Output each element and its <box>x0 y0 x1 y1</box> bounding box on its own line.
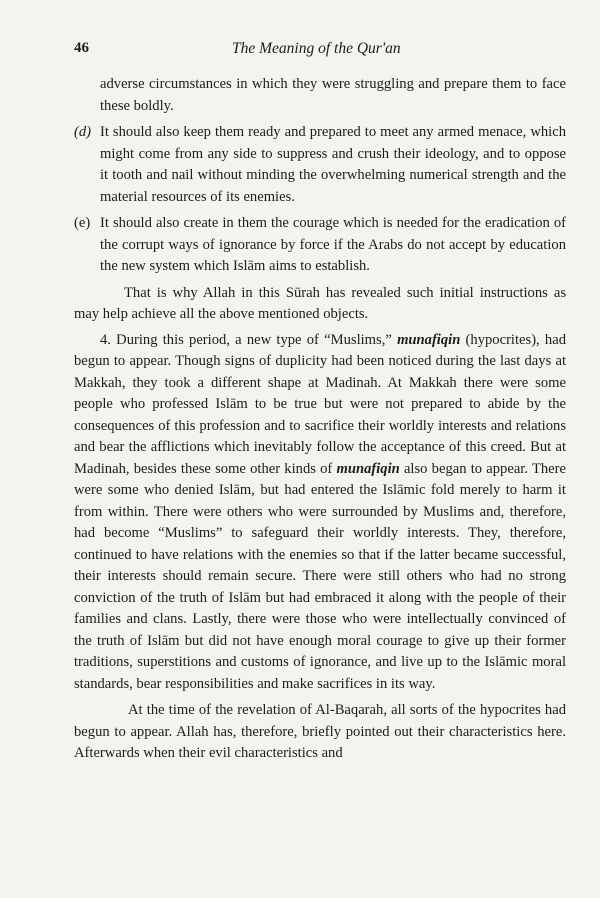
paragraph-4-text-3: also began to appear. There were some who denied Islām, but had entered the Islāmic fold merely to harm it from within. There were others who were surrounded by Muslims and, therefore, had become “Muslims” to safeguard their worldly interests. They, therefore, continued to have relations with the enemies so that if the latter became successful, their interests should remain secure. There were still others who had no strong conviction of the truth of Islām but had embraced it along with the people of their families and clans. Lastly, there were those who were intellectually convinced of the truth of Islām but did not have enough moral courage to give up their former traditions, superstitions and customs of ignorance, and live up to the Islāmic moral standards, bear responsibilities and make sacrifices in its way. <box>74 460 566 692</box>
term-munafiqin: munafiqin <box>336 460 400 477</box>
list-item-label: (e) <box>74 215 91 231</box>
list-item-text: It should also keep them ready and prepared to meet any armed menace, which might come from any side to suppress and crush their ideology, and to oppose it tooth and nail without minding the overwhelming numerical strength and the material resources of its enemies. <box>100 124 566 205</box>
list-item-text: It should also create in them the courage which is needed for the eradication of the corrupt ways of ignorance by force if the Arabs do not accept by education the new system which Islām aims to establish. <box>100 215 566 274</box>
paragraph-that-is-why: That is why Allah in this Sūrah has revealed such initial instructions as may help achieve all the above mentioned objects. <box>74 284 566 322</box>
list-item-label: (d) <box>74 124 92 140</box>
paragraph-al-baqarah: At the time of the revelation of Al-Baqarah, all sorts of the hypocrites had begun to appear. Allah has, therefore, briefly pointed out their characteristics here. Afterwards when their evil characteristics and <box>74 702 566 761</box>
list-item-d <box>74 122 566 208</box>
body-text <box>74 74 566 765</box>
running-title: The Meaning of the Qur'an <box>232 40 401 57</box>
continuation-paragraph: adverse circumstances in which they were struggling and prepare them to face these boldly. <box>100 76 566 114</box>
paragraph-4-text-1: 4. During this period, a new type of “Muslims,” <box>100 331 398 348</box>
page-header <box>74 40 566 66</box>
paragraph-4 <box>74 330 566 696</box>
paragraph-4-text-2: (hypocrites), had begun to appear. Though signs of duplicity had been noticed during the last days at Makkah, they took a different shape at Madinah. At Makkah there were some people who professed Islām to be true but were not prepared to abide by the consequences of this profession and to sacrifice their worldly interests and relations and bear the afflictions which inevitably follow the acceptance of this creed. But at Madinah, besides these some other kinds of <box>74 331 566 477</box>
term-munafiqin: munafiqin <box>397 331 461 348</box>
page-number: 46 <box>74 40 89 56</box>
list-item-e <box>74 213 566 278</box>
